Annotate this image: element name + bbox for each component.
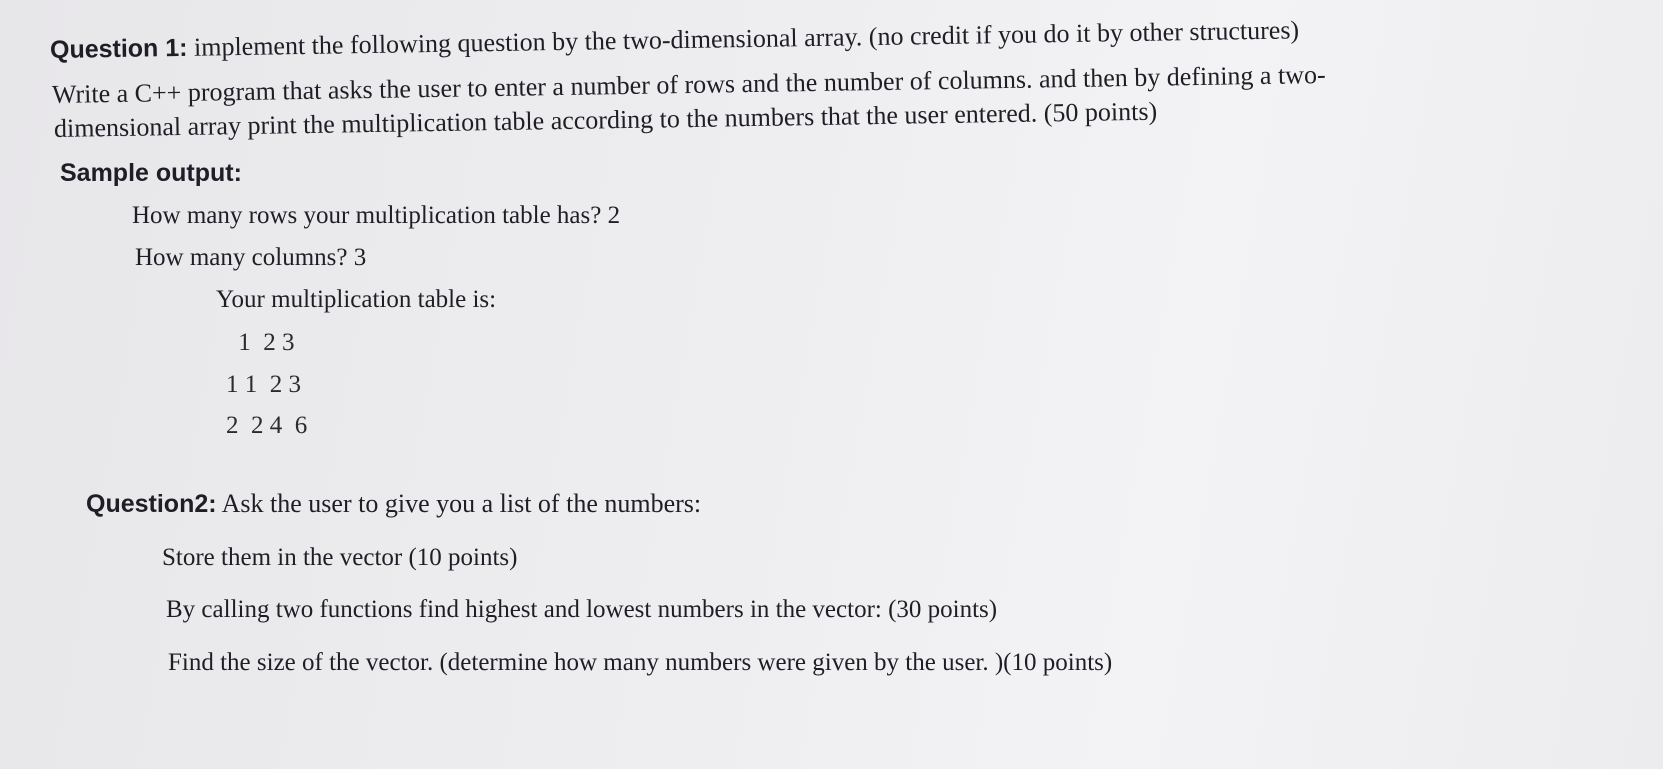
question-1-text-2: Write a C++ program that asks the user to enter a number of rows and the number of columns. and then by defining a two- — [51, 59, 1326, 109]
question-2-item-3: Find the size of the vector. (determine how many numbers were given by the user. )(10 points) — [168, 649, 1113, 676]
sample-prompt-columns: How many columns? 3 — [135, 244, 367, 271]
question-1-line-1 — [50, 15, 1300, 65]
question-2-item-1: Store them in the vector (10 points) — [162, 544, 518, 571]
question-1-label: Question 1: — [49, 33, 188, 64]
sample-table-header-row: 1 2 3 — [232, 329, 295, 356]
question-1-text-1: implement the following question by the two-dimensional array. (no credit if you do it by other structures) — [187, 15, 1300, 62]
sample-table-row-2: 2 2 4 6 — [226, 412, 308, 439]
question-2-text-1: Ask the user to give you a list of the numbers: — [216, 489, 702, 518]
sample-output-label: Sample output: — [60, 159, 242, 187]
sample-prompt-rows: How many rows your multiplication table has? 2 — [132, 202, 621, 229]
question-2-label: Question2: — [86, 490, 217, 518]
question-2-item-2: By calling two functions find highest and lowest numbers in the vector: (30 points) — [166, 596, 998, 623]
sample-table-title: Your multiplication table is: — [216, 286, 497, 313]
sample-table-row-1: 1 1 2 3 — [226, 371, 301, 398]
question-1-text-3: dimensional array print the multiplication table according to the numbers that the user entered. (50 points) — [53, 96, 1158, 143]
question-2-line-1 — [86, 489, 701, 519]
